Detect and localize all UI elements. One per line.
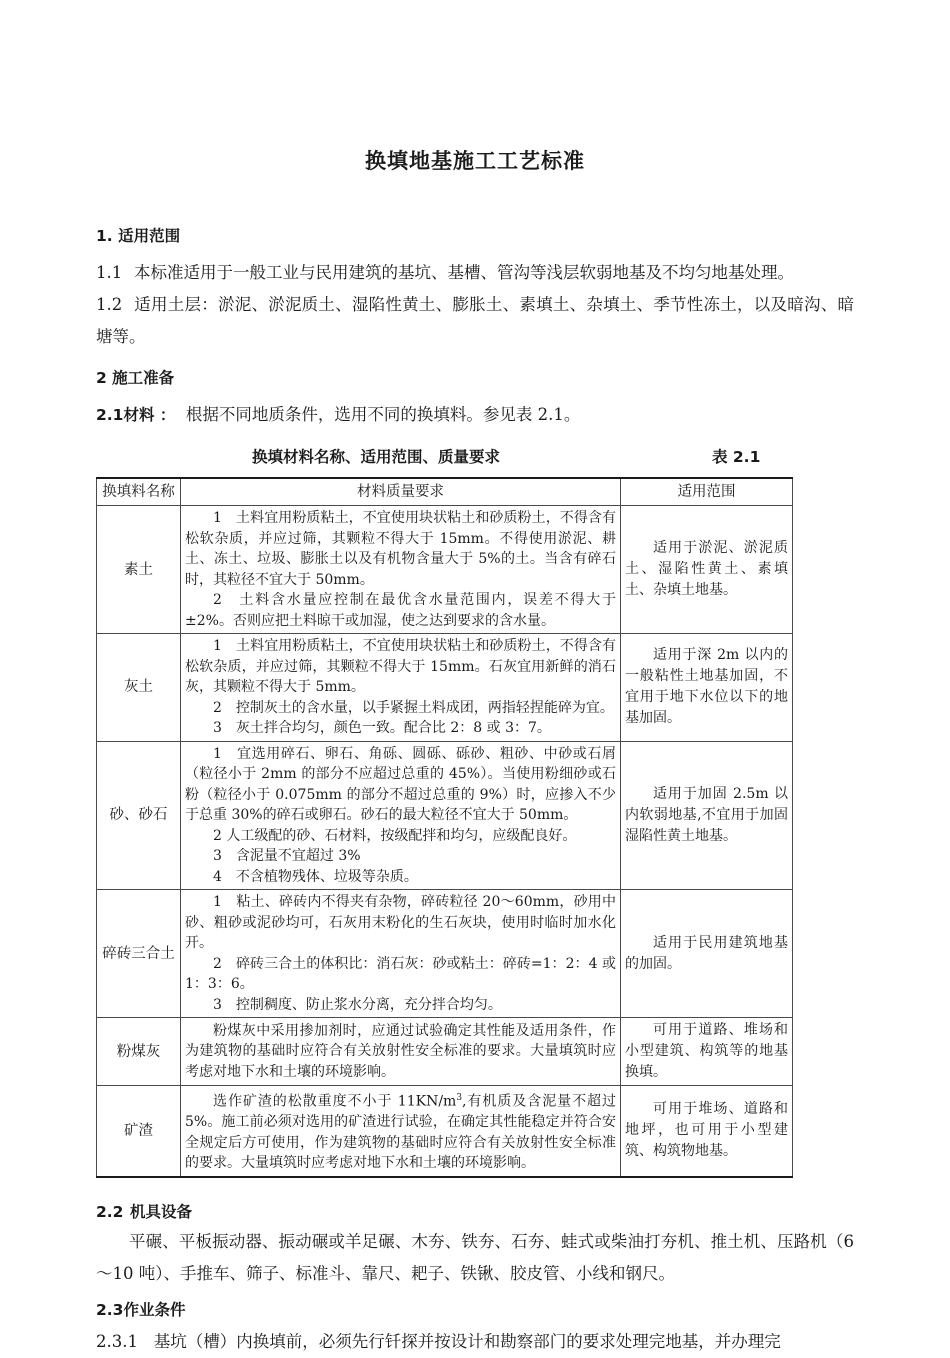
cell-material-name: 碎砖三合土 [97, 890, 181, 1018]
paragraph-text: 基坑（槽）内换填前，必须先行钎探并按设计和勘察部门的要求处理完地基，并办理完 [153, 1331, 781, 1351]
paragraph-number: 2.3.1 [96, 1331, 138, 1351]
requirement-item: 2 碎砖三合土的体积比：消石灰：砂或粘土：碎砖=1：2：4 或 1：3：6。 [185, 955, 616, 992]
requirement-item: 1 粘土、碎砖内不得夹有杂物，碎砖粒径 20～60mm，砂用中砂、粗砂或泥砂均可，石灰用末粉化的生石灰块，使用时临时加水化开。 [185, 894, 616, 951]
paragraph-1-1 [96, 246, 854, 289]
paragraph-number: 1.2 [96, 295, 123, 314]
table-row [97, 1086, 793, 1177]
table-row [97, 506, 793, 634]
requirement-item: 3 灰土拌合均匀，颜色一致。配合比 2：8 或 3：7。 [213, 720, 551, 736]
cell-requirements [181, 890, 621, 1018]
paragraph-text: 适用土层：淤泥、淤泥质土、湿陷性黄土、膨胀土、素填土、杂填土、季节性冻土，以及暗沟、暗塘等。 [96, 295, 854, 346]
cell-requirements [181, 634, 621, 742]
cell-requirements [181, 1086, 621, 1177]
column-header-requirements: 材料质量要求 [181, 478, 621, 506]
material-text: 根据不同地质条件，选用不同的换填料。参见表 2.1。 [185, 405, 581, 424]
paragraph-number: 1.1 [96, 263, 123, 282]
usage-text: 可用于堆场、道路和地坪，也可用于小型建筑、构筑物地基。 [625, 1101, 788, 1160]
cell-usage [621, 506, 793, 634]
usage-text: 适用于淤泥、淤泥质土、湿陷性黄土、素填土、杂填土地基。 [625, 540, 788, 598]
usage-text: 可用于道路、堆场和小型建筑、构筑等的地基换填。 [625, 1022, 788, 1080]
material-table [96, 477, 793, 1178]
requirement-item: 3 控制稠度、防止浆水分离，充分拌合均匀。 [213, 996, 502, 1013]
requirement-item: 4 不含植物残体、垃圾等杂质。 [213, 868, 418, 885]
requirement-item: 2 土料含水量应控制在最优含水量范围内，误差不得大于±2%。否则应把土料晾干或加湿，使之达到要求的含水量。 [185, 592, 616, 629]
cell-requirements [181, 1018, 621, 1086]
cell-requirements [181, 741, 621, 890]
cell-usage [621, 634, 793, 742]
paragraph-2-1-material [96, 388, 854, 431]
conditions-heading-text: 作业条件 [123, 1300, 186, 1319]
cell-material-name: 素土 [97, 506, 181, 634]
heading-scope: 1. 适用范围 [96, 227, 181, 245]
requirement-item: 1 土料宜用粉质粘土，不宜使用块状粘土和砂质粉土，不得含有松软杂质，并应过筛，其颗粒不得大于 15mm。不得使用淤泥、耕土、冻土、垃圾、膨胀土以及有机物含量大于 5%的土。当含有碎石时，其粒径不宜大于 50mm。 [185, 510, 616, 588]
usage-text: 适用于民用建筑地基的加固。 [625, 934, 788, 972]
table-body [97, 506, 793, 1177]
heading-equipment [96, 1178, 854, 1222]
cell-usage [621, 1018, 793, 1086]
table-row [97, 634, 793, 742]
requirement-item: 粉煤灰中采用掺加剂时，应通过试验确定其性能及适用条件，作为建筑物的基础时应符合有关放射性安全标准的要求。大量填筑时应考虑对地下水和土壤的环境影响。 [185, 1022, 616, 1080]
requirement-item: 2 人工级配的砂、石材料，按级配拌和均匀，应级配良好。 [213, 827, 577, 844]
heading-preparation: 2 施工准备 [96, 369, 175, 387]
table-caption-title: 换填材料名称、适用范围、质量要求 [252, 448, 501, 466]
usage-text: 适用于加固 2.5m 以内软弱地基,不宜用于加固湿陷性黄土地基。 [625, 785, 788, 844]
paragraph-equipment: 平碾、平板振动器、振动碾或羊足碾、木夯、铁夯、石夯、蛙式或柴油打夯机、推土机、压路机（6～10 吨）、手推车、筛子、标准斗、靠尺、耙子、铁锹、胶皮管、小线和钢尺。 [96, 1231, 854, 1283]
table-caption [96, 431, 854, 469]
usage-text: 适用于深 2m 以内的一般粘性土地基加固，不宜用于地下水位以下的地基加固。 [625, 647, 788, 727]
paragraph-text: 本标准适用于一般工业与民用建筑的基坑、基槽、管沟等浅层软弱地基及不均匀地基处理。 [134, 263, 794, 282]
cell-usage [621, 890, 793, 1018]
cell-material-name: 砂、砂石 [97, 741, 181, 890]
cell-usage [621, 1086, 793, 1177]
table-row [97, 1018, 793, 1086]
paragraph-2-3-1 [96, 1320, 854, 1358]
heading-conditions [96, 1290, 854, 1320]
cell-requirements [181, 506, 621, 634]
equipment-number: 2.2 [96, 1202, 124, 1221]
conditions-number: 2.3 [96, 1300, 124, 1319]
requirement-item: 2 控制灰土的含水量，以手紧握土料成团，两指轻捏能碎为宜。 [213, 699, 614, 716]
cell-usage [621, 741, 793, 890]
table-row [97, 890, 793, 1018]
requirement-item: 选作矿渣的松散重度不小于 $11KN/m^3$,有机质及含泥量不超过 5%。施工前必须对选用的矿渣进行试验，在确定其性能稳定并符合安全规定后方可使用，作为建筑物的基础时应符合有关放射性安全标准的要求。大量填筑时应考虑对地下水和土壤的环境影响。 [185, 1093, 616, 1172]
material-label: 2.1材料 ： [96, 406, 176, 424]
column-header-usage: 适用范围 [621, 478, 793, 506]
cell-material-name: 矿渣 [97, 1086, 181, 1177]
requirement-item: 1 宜选用碎石、卵石、角砾、圆砾、砾砂、粗砂、中砂或石屑（粒径小于 2mm 的部分不应超过总重的 45%）。当使用粉细砂或石粉（粒径小于 0.075mm 的部分不超过总重的 9%）时，应掺入不少于总重 30%的碎石或卵石。砂石的最大粒径不宜大于 50mm。 [185, 745, 616, 823]
requirement-item: 1 土料宜用粉质粘土，不宜使用块状粘土和砂质粉土，不得含有松软杂质，并应过筛，其颗粒不得大于 15mm。石灰宜用新鲜的消石灰，其颗粒不得大于 5mm。 [185, 638, 616, 695]
cell-material-name: 灰土 [97, 634, 181, 742]
cell-material-name: 粉煤灰 [97, 1018, 181, 1086]
requirement-item: 3 含泥量不宜超过 3% [213, 848, 361, 864]
table-head [97, 478, 793, 506]
table-header-row [97, 478, 793, 506]
page-title: 换填地基施工工艺标准 [365, 149, 585, 173]
table-caption-number: 表 2.1 [712, 448, 761, 466]
paragraph-1-2 [96, 289, 854, 353]
column-header-name: 换填料名称 [97, 478, 181, 506]
table-row [97, 741, 793, 890]
equipment-heading-text: 机具设备 [130, 1202, 193, 1221]
